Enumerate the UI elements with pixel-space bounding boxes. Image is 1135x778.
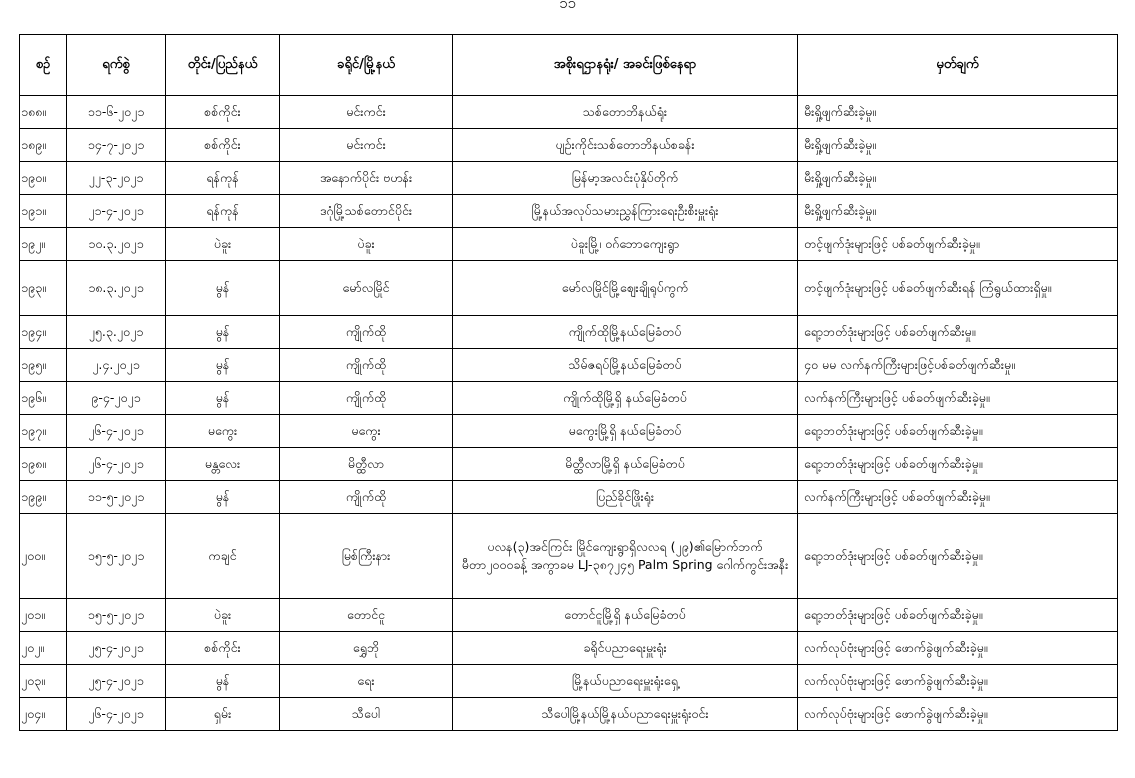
table-row bbox=[20, 481, 1118, 514]
cell-serial: ၁၈၈။ bbox=[20, 96, 67, 129]
cell-serial: ၁၉၀။ bbox=[20, 162, 67, 195]
cell-date: ၁၄-၇-၂၀၂၁ bbox=[67, 129, 166, 162]
table-row bbox=[20, 261, 1118, 316]
cell-serial: ၁၉၇။ bbox=[20, 415, 67, 448]
table-row bbox=[20, 632, 1118, 665]
cell-date: ၂၆-၄-၂၀၂၁ bbox=[67, 448, 166, 481]
cell-place: ကျိုက်ထိုမြို့ရှိ နယ်မြေခံတပ် bbox=[453, 382, 798, 415]
cell-place: မော်လမြိုင်မြို့ဈေးချိုရုပ်ကွက် bbox=[453, 261, 798, 316]
cell-remark: လက်နက်ကြီးများဖြင့် ပစ်ခတ်ဖျက်ဆီးခဲ့မှု။ bbox=[798, 481, 1118, 514]
table-row bbox=[20, 415, 1118, 448]
cell-place: ပျဉ်းကိုင်းသစ်တောဘိနယ်စခန်း bbox=[453, 129, 798, 162]
cell-region: မန္တလေး bbox=[166, 448, 280, 481]
cell-date: ၂.၄.၂၀၂၁ bbox=[67, 349, 166, 382]
cell-serial: ၂၀၁။ bbox=[20, 599, 67, 632]
cell-date: ၂၆-၄-၂၀၂၁ bbox=[67, 415, 166, 448]
table-row bbox=[20, 514, 1118, 599]
cell-serial: ၁၈၉။ bbox=[20, 129, 67, 162]
cell-district: ကျိုက်ထို bbox=[280, 382, 453, 415]
table-row bbox=[20, 665, 1118, 698]
cell-region: မွန် bbox=[166, 349, 280, 382]
header-serial: စဉ် bbox=[20, 35, 67, 96]
cell-district: မင်းကင်း bbox=[280, 96, 453, 129]
table-row bbox=[20, 228, 1118, 261]
header-place: အစိုးရဌာနရုံး/ အခင်းဖြစ်နေရာ bbox=[453, 35, 798, 96]
cell-place: သီပေါမြို့နယ်မြို့နယ်ပညာရေးမှူးရုံးဝင်း bbox=[453, 698, 798, 731]
cell-serial: ၁၉၄။ bbox=[20, 316, 67, 349]
cell-region: မွန် bbox=[166, 261, 280, 316]
cell-place: ပလန(၃)အင်ကြင်း မြိုင်ကျေးရွာရှိလလရ (၂၉)၏မြောက်ဘက်မီတာ၂၀၀၀ခန့် အကွာ‌ခမ LJ-၃၈၇၂၄၅ Palm Spring ဂေါက်ကွင်းအနီး bbox=[453, 514, 798, 599]
cell-place: ကျိုက်ထိုမြို့နယ်မြေခံတပ် bbox=[453, 316, 798, 349]
table-row bbox=[20, 316, 1118, 349]
cell-region: မကွေး bbox=[166, 415, 280, 448]
cell-district: ဒဂုံမြို့သစ်တောင်ပိုင်း bbox=[280, 195, 453, 228]
cell-region: ကချင် bbox=[166, 514, 280, 599]
cell-date: ၂၂-၃-၂၀၂၁ bbox=[67, 162, 166, 195]
table-row bbox=[20, 129, 1118, 162]
cell-district: မိတ္ထီလာ bbox=[280, 448, 453, 481]
cell-place: မြို့နယ်အလုပ်သမားညွှန်ကြားရေးဦးစီးမှူးရုံး bbox=[453, 195, 798, 228]
cell-remark: ရော့ဘတ်ဒုံးများဖြင့် ပစ်ခတ်ဖျက်ဆီးခဲ့မှု။ bbox=[798, 415, 1118, 448]
cell-region: စစ်ကိုင်း bbox=[166, 96, 280, 129]
table-row bbox=[20, 96, 1118, 129]
cell-district: မင်းကင်း bbox=[280, 129, 453, 162]
cell-date: ၁၁-၆-၂၀၂၁ bbox=[67, 96, 166, 129]
cell-remark: မီးရှို့ဖျက်ဆီးခဲ့မှု။ bbox=[798, 195, 1118, 228]
cell-district: ကျိုက်ထို bbox=[280, 481, 453, 514]
table-row bbox=[20, 698, 1118, 731]
cell-region: မွန် bbox=[166, 316, 280, 349]
cell-region: ရန်ကုန် bbox=[166, 162, 280, 195]
cell-place: မြန်မာ့အလင်းပုံနှိပ်တိုက် bbox=[453, 162, 798, 195]
table-row bbox=[20, 599, 1118, 632]
cell-date: ၂၅.၃.၂၀၂၁ bbox=[67, 316, 166, 349]
table-row bbox=[20, 162, 1118, 195]
cell-place: မြို့နယ်ပညာရေးမှူးရုံးရှေ့ bbox=[453, 665, 798, 698]
cell-district: ရေး bbox=[280, 665, 453, 698]
cell-remark: မီးရှို့ဖျက်ဆီးခဲ့မှု။ bbox=[798, 96, 1118, 129]
cell-district: ကျိုက်ထို bbox=[280, 316, 453, 349]
cell-place: သိမ်ဇရပ်မြို့နယ်မြေခံတပ် bbox=[453, 349, 798, 382]
table-row bbox=[20, 349, 1118, 382]
cell-region: စစ်ကိုင်း bbox=[166, 632, 280, 665]
cell-remark: မီးရှို့ဖျက်ဆီးခဲ့မှု။ bbox=[798, 162, 1118, 195]
cell-date: ၁၁-၅-၂၀၂၁ bbox=[67, 481, 166, 514]
cell-remark: ရော့ဘတ်ဒုံးများဖြင့် ပစ်ခတ်ဖျက်ဆီးမှု။ bbox=[798, 316, 1118, 349]
cell-place: ပြည်ခိုင်ဖြိုးရုံး bbox=[453, 481, 798, 514]
cell-serial: ၂၀၂။ bbox=[20, 632, 67, 665]
cell-date: ၉-၄-၂၀၂၁ bbox=[67, 382, 166, 415]
cell-serial: ၁၉၂။ bbox=[20, 228, 67, 261]
cell-remark: လက်လုပ်ဗုံးများဖြင့် ဖောက်ခွဲဖျက်ဆီးခဲ့မှု။ bbox=[798, 665, 1118, 698]
cell-place: ခရိုင်ပညာရေးမှူးရုံး bbox=[453, 632, 798, 665]
cell-place: ပဲခူးမြို့၊ ဝဂ်ဘောကျေးရွာ bbox=[453, 228, 798, 261]
cell-date: ၂၁-၄-၂၀၂၁ bbox=[67, 195, 166, 228]
header-remark: မှတ်ချက် bbox=[798, 35, 1118, 96]
cell-remark: ရော့ဘတ်ဒုံးများဖြင့် ပစ်ခတ်ဖျက်ဆီးခဲ့မှု။ bbox=[798, 514, 1118, 599]
cell-region: ရှမ်း bbox=[166, 698, 280, 731]
page-number: ၁၁ bbox=[559, 0, 576, 12]
cell-region: ပဲခူး bbox=[166, 599, 280, 632]
cell-date: ၁၀.၃.၂၀၂၁ bbox=[67, 228, 166, 261]
cell-date: ၁၅-၅-၂၀၂၁ bbox=[67, 514, 166, 599]
cell-serial: ၁၉၉။ bbox=[20, 481, 67, 514]
cell-date: ၂၅-၄-၂၀၂၁ bbox=[67, 632, 166, 665]
cell-district: အနောက်ပိုင်း ဗဟန်း bbox=[280, 162, 453, 195]
cell-serial: ၂၀၃။ bbox=[20, 665, 67, 698]
cell-region: မွန် bbox=[166, 382, 280, 415]
cell-district: မြစ်ကြီးနား bbox=[280, 514, 453, 599]
header-district: ခရိုင်/မြို့နယ် bbox=[280, 35, 453, 96]
cell-serial: ၂၀၄။ bbox=[20, 698, 67, 731]
table-row bbox=[20, 448, 1118, 481]
cell-remark: တင့်ဖျက်ဒုံးများဖြင့် ပစ်ခတ်ဖျက်ဆီးခဲ့မှု။ bbox=[798, 228, 1118, 261]
cell-district: တောင်ငူ bbox=[280, 599, 453, 632]
cell-remark: တင့်ဖျက်ဒုံးများဖြင့် ပစ်ခတ်ဖျက်ဆီးရန် ကြံရွယ်ထားရှိမှု။ bbox=[798, 261, 1118, 316]
cell-serial: ၂၀၀။ bbox=[20, 514, 67, 599]
cell-remark: ရော့ဘတ်ဒုံးများဖြင့် ပစ်ခတ်ဖျက်ဆီးခဲ့မှု။ bbox=[798, 599, 1118, 632]
cell-serial: ၁၉၃။ bbox=[20, 261, 67, 316]
cell-region: မွန် bbox=[166, 481, 280, 514]
cell-district: မော်လမြိုင် bbox=[280, 261, 453, 316]
cell-date: ၁၅-၅-၂၀၂၁ bbox=[67, 599, 166, 632]
cell-place: သစ်တောဘိနယ်ရုံး bbox=[453, 96, 798, 129]
cell-district: သီပေါ bbox=[280, 698, 453, 731]
cell-remark: လက်လုပ်ဗုံးများဖြင့် ဖောက်ခွဲဖျက်ဆီးခဲ့မှု။ bbox=[798, 632, 1118, 665]
header-date: ရက်စွဲ bbox=[67, 35, 166, 96]
cell-district: ကျိုက်ထို bbox=[280, 349, 453, 382]
cell-region: မွန် bbox=[166, 665, 280, 698]
cell-date: ၂၆-၄-၂၀၂၁ bbox=[67, 698, 166, 731]
cell-place: တောင်ငူမြို့ရှိ နယ်မြေခံတပ် bbox=[453, 599, 798, 632]
cell-remark: လက်လုပ်ဗုံးများဖြင့် ဖောက်ခွဲဖျက်ဆီးခဲ့မှု။ bbox=[798, 698, 1118, 731]
cell-district: ရွှေဘို bbox=[280, 632, 453, 665]
cell-remark: မီးရှို့ဖျက်ဆီးခဲ့မှု။ bbox=[798, 129, 1118, 162]
cell-date: ၂၅-၄-၂၀၂၁ bbox=[67, 665, 166, 698]
cell-serial: ၁၉၈။ bbox=[20, 448, 67, 481]
cell-district: မကွေး bbox=[280, 415, 453, 448]
table-header-row bbox=[20, 35, 1118, 96]
cell-district: ပဲခူး bbox=[280, 228, 453, 261]
incident-table bbox=[19, 34, 1118, 731]
cell-place: မိတ္ထီလာမြို့ရှိ နယ်မြေခံတပ် bbox=[453, 448, 798, 481]
cell-region: ရန်ကုန် bbox=[166, 195, 280, 228]
cell-remark: လက်နက်ကြီးများဖြင့် ပစ်ခတ်ဖျက်ဆီးခဲ့မှု။ bbox=[798, 382, 1118, 415]
cell-region: ပဲခူး bbox=[166, 228, 280, 261]
cell-date: ၁၈.၃.၂၀၂၁ bbox=[67, 261, 166, 316]
cell-region: စစ်ကိုင်း bbox=[166, 129, 280, 162]
cell-serial: ၁၉၅။ bbox=[20, 349, 67, 382]
cell-serial: ၁၉၁။ bbox=[20, 195, 67, 228]
cell-remark: ရော့ဘတ်ဒုံးများဖြင့် ပစ်ခတ်ဖျက်ဆီးခဲ့မှု။ bbox=[798, 448, 1118, 481]
table-row bbox=[20, 382, 1118, 415]
table-row bbox=[20, 195, 1118, 228]
cell-place: မကွေးမြို့ရှိ နယ်မြေခံတပ် bbox=[453, 415, 798, 448]
cell-serial: ၁၉၆။ bbox=[20, 382, 67, 415]
cell-remark: ၄၀ မမ လက်နက်ကြီးများဖြင့်ပစ်ခတ်ဖျက်ဆီးမှု။ bbox=[798, 349, 1118, 382]
header-region: တိုင်း/ပြည်နယ် bbox=[166, 35, 280, 96]
